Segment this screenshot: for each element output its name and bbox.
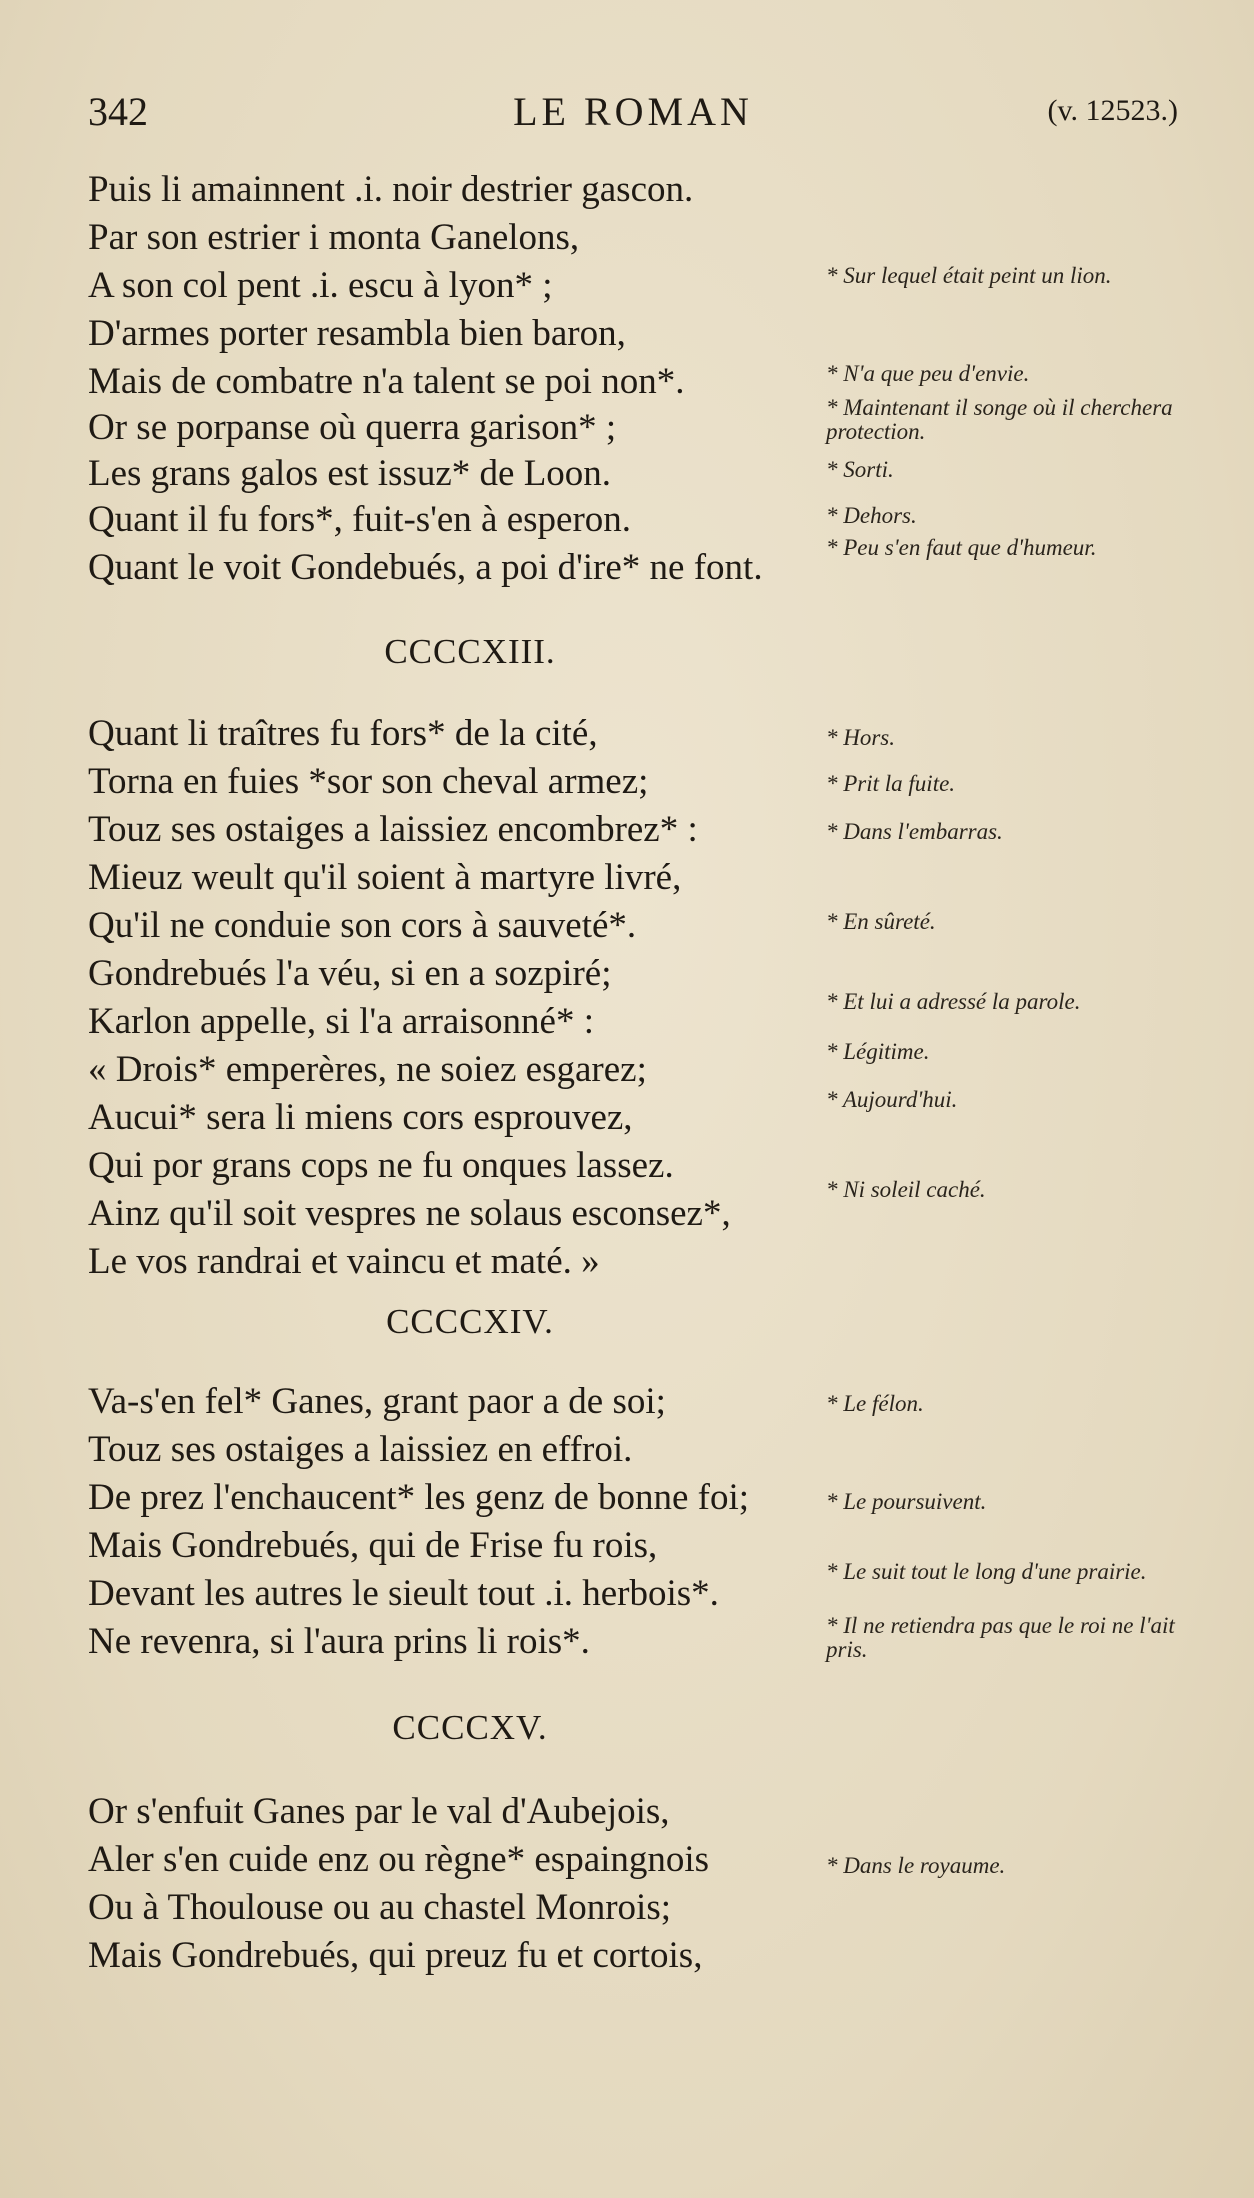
verse-line: Le vos randrai et vaincu et maté. » — [88, 1241, 600, 1282]
footnote: * Ni soleil caché. — [826, 1177, 986, 1202]
verse-line: Karlon appelle, si l'a arraisonné* : — [88, 1001, 594, 1042]
footnote: * Sur lequel était peint un lion. — [826, 263, 1112, 288]
verse-line: Quant le voit Gondebués, a poi d'ire* ne font. — [88, 547, 763, 588]
verse-line: Gondrebués l'a véu, si en a sozpiré; — [88, 953, 612, 994]
verse-line: D'armes porter resambla bien baron, — [88, 313, 626, 354]
footnote: * Sorti. — [826, 457, 894, 482]
verse-line: Aler s'en cuide enz ou règne* espaingnois — [88, 1839, 710, 1880]
verse-line: Or se porpanse où querra garison* ; — [88, 407, 617, 448]
verse-line: Par son estrier i monta Ganelons, — [88, 217, 580, 258]
verse-line: Aucui* sera li miens cors esprouvez, — [88, 1097, 633, 1138]
page-number: 342 — [88, 89, 148, 134]
footnote: * Dans le royaume. — [826, 1853, 1006, 1878]
verse-line: Les grans galos est issuz* de Loon. — [88, 453, 612, 494]
verse-reference: (v. 12523.) — [1047, 94, 1178, 127]
verse-line: Touz ses ostaiges a laissiez encombrez* : — [88, 809, 698, 850]
verse-line: De prez l'enchaucent* les genz de bonne foi; — [88, 1477, 750, 1518]
running-title: LE ROMAN — [513, 89, 753, 134]
verse-line: Devant les autres le sieult tout .i. herbois*. — [88, 1573, 719, 1614]
page-header — [88, 88, 1178, 138]
footnote: * Il ne retiendra pas que le roi ne l'ait pris. — [826, 1613, 1175, 1662]
verse-line: Qui por grans cops ne fu onques lassez. — [88, 1145, 674, 1186]
verse-line: Mais de combatre n'a talent se poi non*. — [88, 361, 685, 402]
footnote: * En sûreté. — [826, 909, 936, 934]
footnote: * Légitime. — [826, 1039, 930, 1064]
verse-line: Ainz qu'il soit vespres ne solaus esconsez*, — [88, 1193, 731, 1234]
footnote: * Le félon. — [826, 1391, 924, 1416]
verse-line: Or s'enfuit Ganes par le val d'Aubejois, — [88, 1791, 670, 1832]
verse-line: Mais Gondrebués, qui de Frise fu rois, — [88, 1525, 658, 1566]
verse-line: Va-s'en fel* Ganes, grant paor a de soi; — [88, 1381, 666, 1422]
verse-line: Quant il fu fors*, fuit-s'en à esperon. — [88, 499, 632, 540]
verse-line: Mieuz weult qu'il soient à martyre livré, — [88, 857, 682, 898]
footnote: * Dehors. — [826, 503, 917, 528]
footnote: * Le suit tout le long d'une prairie. — [826, 1559, 1147, 1584]
verse-line: Ou à Thoulouse ou au chastel Monrois; — [88, 1887, 672, 1928]
footnote: * Hors. — [826, 725, 896, 750]
stanza-heading: CCCCXIII. — [384, 632, 556, 671]
footnote: * Maintenant il songe où il cherchera protection. — [826, 395, 1173, 444]
footnote: * Prit la fuite. — [826, 771, 956, 796]
stanza-heading: CCCCXV. — [392, 1708, 548, 1747]
footnote: * Le poursuivent. — [826, 1489, 987, 1514]
verse-line: Qu'il ne conduie son cors à sauveté*. — [88, 905, 637, 946]
footnote: * Et lui a adressé la parole. — [826, 989, 1081, 1014]
verse-line: Mais Gondrebués, qui preuz fu et cortois, — [88, 1935, 703, 1976]
verse-line: Ne revenra, si l'aura prins li rois*. — [88, 1621, 590, 1662]
footnote: * Aujourd'hui. — [826, 1087, 958, 1112]
verse-line: Quant li traîtres fu fors* de la cité, — [88, 713, 598, 754]
verse-line: Torna en fuies *sor son cheval armez; — [88, 761, 649, 802]
verse-line: Puis li amainnent .i. noir destrier gascon. — [88, 169, 694, 210]
verse-line: Touz ses ostaiges a laissiez en effroi. — [88, 1429, 633, 1470]
footnote: * Peu s'en faut que d'humeur. — [826, 535, 1097, 560]
footnote: * N'a que peu d'envie. — [826, 361, 1030, 386]
stanza-heading: CCCCXIV. — [386, 1302, 554, 1341]
verse-line: A son col pent .i. escu à lyon* ; — [88, 265, 553, 306]
verse-line: « Drois* emperères, ne soiez esgarez; — [88, 1049, 647, 1090]
footnote: * Dans l'embarras. — [826, 819, 1003, 844]
